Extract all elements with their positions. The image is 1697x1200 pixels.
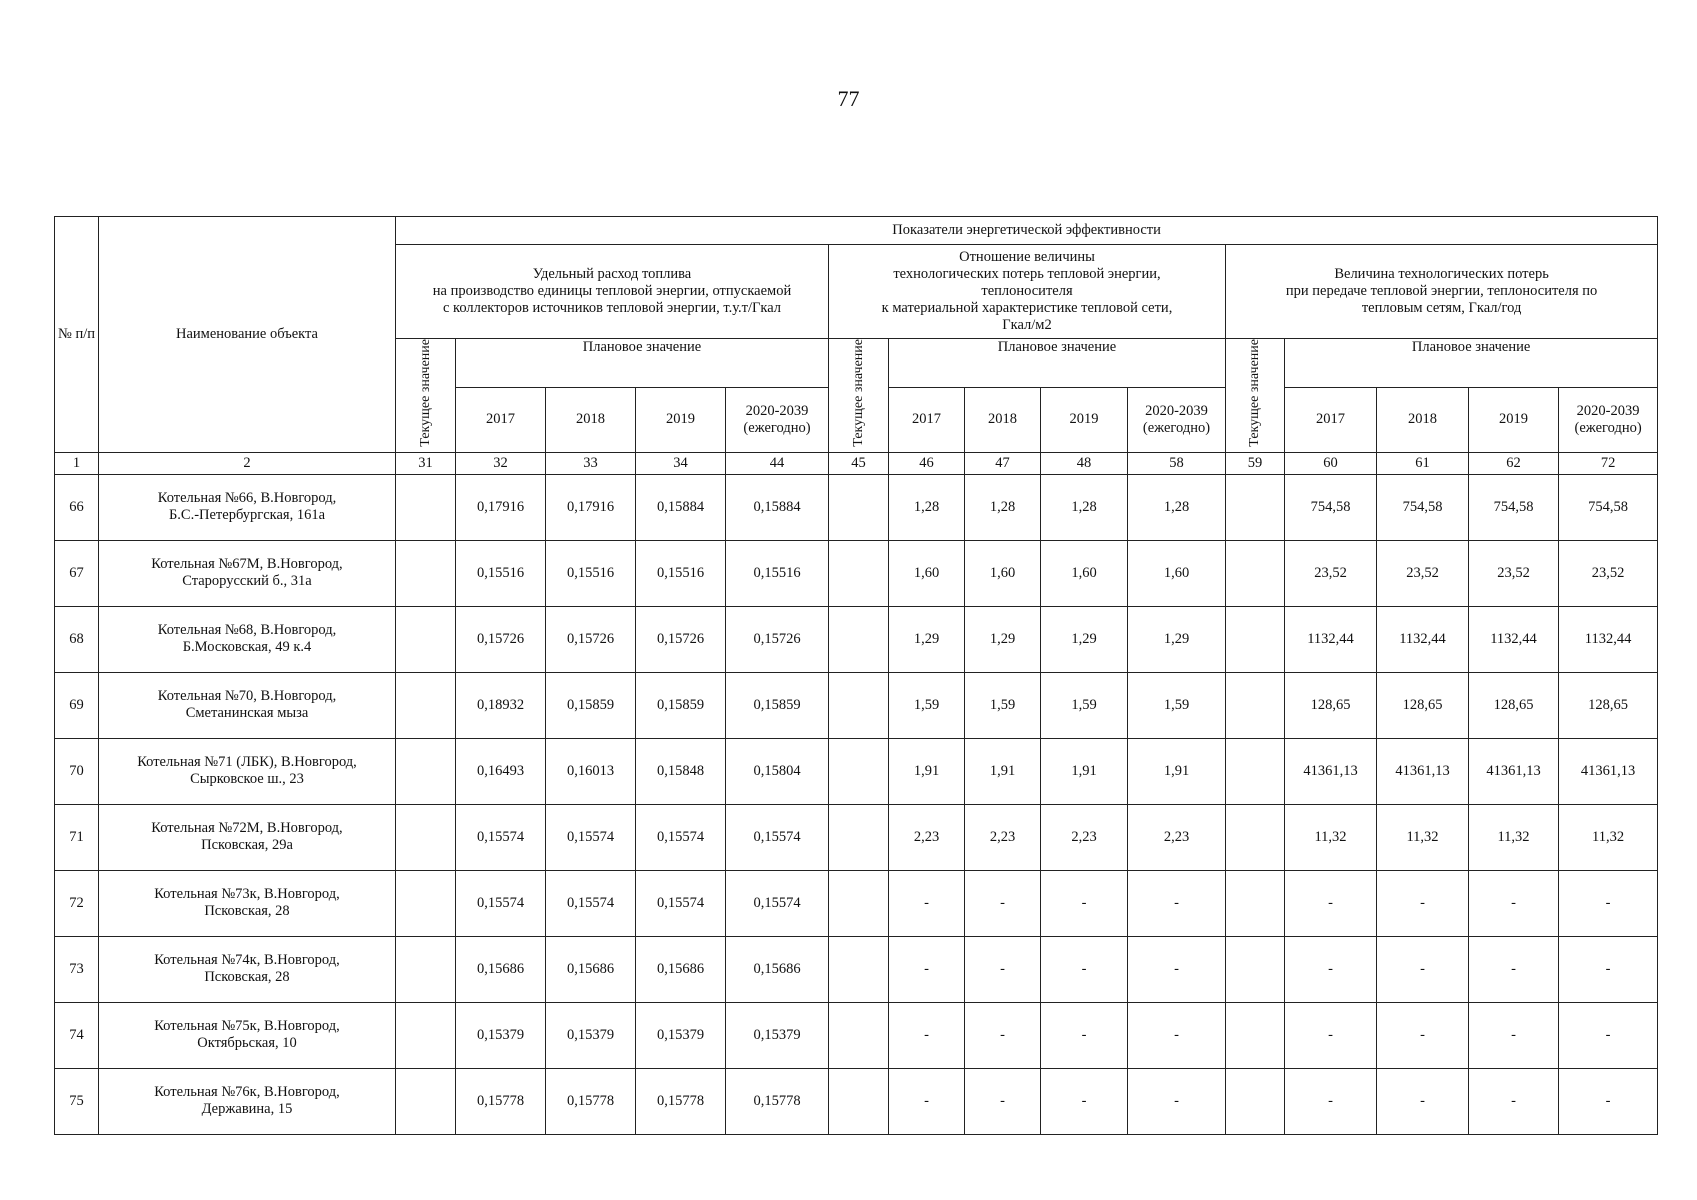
- loss-planned-value: 1132,44: [1559, 606, 1658, 672]
- fuel-planned-value: 0,15516: [456, 540, 546, 606]
- loss-planned-value: 128,65: [1285, 672, 1377, 738]
- loss-planned-value: -: [1559, 870, 1658, 936]
- fuel-planned-value: 0,15778: [456, 1068, 546, 1134]
- ratio-planned-value: -: [1041, 1068, 1128, 1134]
- table-row: [55, 1002, 1658, 1068]
- fuel-planned-value: 0,15884: [636, 474, 726, 540]
- fuel-planned-value: 0,15859: [636, 672, 726, 738]
- object-name-line: Котельная №71 (ЛБК), В.Новгород,: [137, 754, 357, 771]
- object-name-line: Б.С.-Петербургская, 161а: [168, 507, 326, 524]
- row-number: 70: [55, 738, 99, 804]
- ratio-planned-value: 2,23: [889, 804, 965, 870]
- fuel-planned-value: 0,15726: [456, 606, 546, 672]
- ratio-planned-value: -: [1128, 936, 1226, 1002]
- loss-planned-value: -: [1285, 870, 1377, 936]
- row-number: 72: [55, 870, 99, 936]
- loss-planned-value: 23,52: [1377, 540, 1469, 606]
- table-row: [55, 936, 1658, 1002]
- ratio-planned-value: -: [1041, 1002, 1128, 1068]
- fuel-planned-value: 0,15379: [636, 1002, 726, 1068]
- table-row: [55, 672, 1658, 738]
- loss-planned-value: 754,58: [1469, 474, 1559, 540]
- loss-current-value: [1226, 1068, 1285, 1134]
- fuel-planned-value: 0,17916: [456, 474, 546, 540]
- object-name-line: Котельная №75к, В.Новгород,: [154, 1018, 340, 1035]
- loss-year-2018: 2018: [1377, 387, 1469, 452]
- ratio-planned-value: -: [889, 1068, 965, 1134]
- ratio-current-value: [829, 606, 889, 672]
- loss-planned-value: -: [1377, 1002, 1469, 1068]
- loss-planned-value: 41361,13: [1285, 738, 1377, 804]
- object-name: [99, 474, 396, 540]
- loss-current-value: [1226, 474, 1285, 540]
- fuel-year-2020-2039: 2020-2039 (ежегодно): [726, 387, 829, 452]
- loss-planned-value: 128,65: [1559, 672, 1658, 738]
- table-row: [55, 870, 1658, 936]
- loss-planned-value: 23,52: [1285, 540, 1377, 606]
- row-number: 68: [55, 606, 99, 672]
- ratio-year-2017: 2017: [889, 387, 965, 452]
- ratio-planned-value: -: [1041, 936, 1128, 1002]
- fuel-planned-value: 0,15516: [546, 540, 636, 606]
- ratio-current-value: [829, 738, 889, 804]
- ratio-planned-value: 1,91: [965, 738, 1041, 804]
- loss-planned-value: 754,58: [1377, 474, 1469, 540]
- fuel-planned-value: 0,15804: [726, 738, 829, 804]
- fuel-planned-value: 0,15574: [546, 804, 636, 870]
- loss-current-value: [1226, 672, 1285, 738]
- ratio-planned-value: -: [889, 870, 965, 936]
- ratio-planned-value: 2,23: [1041, 804, 1128, 870]
- loss-year-2017: 2017: [1285, 387, 1377, 452]
- loss-year-2020-2039: 2020-2039 (ежегодно): [1559, 387, 1658, 452]
- ratio-current-value: [829, 672, 889, 738]
- loss-current-value: [1226, 804, 1285, 870]
- ratio-planned-value: 1,29: [889, 606, 965, 672]
- fuel-planned-value: 0,15516: [636, 540, 726, 606]
- fuel-planned-value: 0,15379: [546, 1002, 636, 1068]
- fuel-planned-value: 0,15516: [726, 540, 829, 606]
- table-body: [55, 474, 1658, 1134]
- loss-planned-value: 23,52: [1469, 540, 1559, 606]
- fuel-planned-value: 0,17916: [546, 474, 636, 540]
- fuel-planned-value: 0,15574: [546, 870, 636, 936]
- header-name: Наименование объекта: [99, 217, 396, 453]
- object-name-line: Котельная №76к, В.Новгород,: [154, 1084, 340, 1101]
- ratio-current-value: [829, 540, 889, 606]
- fuel-current-value: [396, 606, 456, 672]
- section-ratio-title: Отношение величины технологических потерь тепловой энергии, теплоносителя к материальной характеристике тепловой сети, Гкал/м2: [829, 245, 1226, 339]
- loss-planned-value: 41361,13: [1469, 738, 1559, 804]
- fuel-planned-value: 0,15574: [456, 870, 546, 936]
- fuel-current-value: [396, 474, 456, 540]
- loss-current-value: [1226, 738, 1285, 804]
- fuel-planned-value: 0,15574: [726, 804, 829, 870]
- fuel-current-value: [396, 804, 456, 870]
- table-row: [55, 804, 1658, 870]
- ratio-planned-value: 1,59: [965, 672, 1041, 738]
- section-loss-title: Величина технологических потерь при передаче тепловой энергии, теплоносителя по тепловым сетям, Гкал/год: [1226, 245, 1658, 339]
- object-name-line: Котельная №66, В.Новгород,: [157, 490, 337, 507]
- object-name: [99, 540, 396, 606]
- loss-planned-value: 11,32: [1285, 804, 1377, 870]
- ratio-planned-value: -: [965, 1068, 1041, 1134]
- object-name-line: Сырковское ш., 23: [190, 771, 304, 788]
- fuel-planned-value: 0,15379: [726, 1002, 829, 1068]
- ratio-planned-value: 1,29: [965, 606, 1041, 672]
- fuel-planned-value: 0,15726: [636, 606, 726, 672]
- column-number: 31: [396, 452, 456, 474]
- fuel-year-2018: 2018: [546, 387, 636, 452]
- fuel-planned-value: 0,15686: [456, 936, 546, 1002]
- object-name-line: Державина, 15: [201, 1101, 293, 1118]
- ratio-planned-value: -: [965, 870, 1041, 936]
- object-name-line: Котельная №70, В.Новгород,: [157, 688, 337, 705]
- column-number: 2: [99, 452, 396, 474]
- object-name-line: Котельная №72М, В.Новгород,: [151, 820, 343, 837]
- loss-planned-value: -: [1377, 936, 1469, 1002]
- loss-planned-value: -: [1559, 1002, 1658, 1068]
- column-number: 59: [1226, 452, 1285, 474]
- fuel-current-value: [396, 540, 456, 606]
- fuel-planned-header: Плановое значение: [456, 339, 829, 388]
- fuel-planned-value: 0,15574: [726, 870, 829, 936]
- fuel-current-value: [396, 1002, 456, 1068]
- ratio-year-2020-2039: 2020-2039 (ежегодно): [1128, 387, 1226, 452]
- column-number: 58: [1128, 452, 1226, 474]
- object-name-line: Б.Московская, 49 к.4: [182, 639, 312, 656]
- ratio-planned-value: 1,60: [965, 540, 1041, 606]
- fuel-planned-value: 0,15574: [456, 804, 546, 870]
- object-name-line: Псковская, 28: [204, 903, 290, 920]
- ratio-planned-value: 1,59: [889, 672, 965, 738]
- ratio-planned-value: 2,23: [1128, 804, 1226, 870]
- ratio-planned-value: -: [1128, 1068, 1226, 1134]
- loss-planned-value: 1132,44: [1377, 606, 1469, 672]
- ratio-planned-value: 1,60: [1041, 540, 1128, 606]
- ratio-planned-value: 1,28: [1128, 474, 1226, 540]
- loss-planned-value: -: [1559, 1068, 1658, 1134]
- fuel-planned-value: 0,15379: [456, 1002, 546, 1068]
- fuel-year-2019: 2019: [636, 387, 726, 452]
- loss-planned-value: -: [1469, 1002, 1559, 1068]
- table-row: [55, 606, 1658, 672]
- object-name: [99, 936, 396, 1002]
- fuel-planned-value: 0,15778: [636, 1068, 726, 1134]
- ratio-planned-value: 1,91: [1041, 738, 1128, 804]
- ratio-planned-value: -: [1128, 870, 1226, 936]
- fuel-planned-value: 0,15848: [636, 738, 726, 804]
- ratio-planned-value: 1,59: [1128, 672, 1226, 738]
- ratio-planned-value: 1,28: [889, 474, 965, 540]
- loss-planned-value: 11,32: [1469, 804, 1559, 870]
- column-number: 48: [1041, 452, 1128, 474]
- fuel-planned-value: 0,15574: [636, 804, 726, 870]
- header-num: № п/п: [55, 217, 99, 453]
- loss-planned-value: -: [1469, 936, 1559, 1002]
- ratio-current-value: [829, 936, 889, 1002]
- object-name: [99, 672, 396, 738]
- object-name-line: Котельная №67М, В.Новгород,: [151, 556, 343, 573]
- fuel-planned-value: 0,15778: [726, 1068, 829, 1134]
- ratio-current-value: [829, 1068, 889, 1134]
- ratio-current-header: Текущее значение: [829, 339, 889, 453]
- fuel-planned-value: 0,16493: [456, 738, 546, 804]
- fuel-current-value: [396, 936, 456, 1002]
- ratio-planned-value: 2,23: [965, 804, 1041, 870]
- loss-planned-value: -: [1285, 1002, 1377, 1068]
- loss-planned-header: Плановое значение: [1285, 339, 1658, 388]
- ratio-current-value: [829, 1002, 889, 1068]
- object-name-line: Октябрьская, 10: [197, 1035, 297, 1052]
- energy-efficiency-table: [54, 216, 1658, 1135]
- ratio-planned-value: -: [889, 1002, 965, 1068]
- row-number: 74: [55, 1002, 99, 1068]
- column-number: 1: [55, 452, 99, 474]
- fuel-planned-value: 0,15778: [546, 1068, 636, 1134]
- ratio-current-value: [829, 804, 889, 870]
- loss-planned-value: -: [1285, 936, 1377, 1002]
- column-number: 33: [546, 452, 636, 474]
- fuel-planned-value: 0,15686: [726, 936, 829, 1002]
- ratio-planned-value: 1,60: [1128, 540, 1226, 606]
- fuel-current-value: [396, 672, 456, 738]
- object-name: [99, 804, 396, 870]
- loss-planned-value: 128,65: [1377, 672, 1469, 738]
- fuel-current-value: [396, 870, 456, 936]
- loss-planned-value: 754,58: [1559, 474, 1658, 540]
- object-name: [99, 1002, 396, 1068]
- loss-current-value: [1226, 540, 1285, 606]
- loss-planned-value: -: [1559, 936, 1658, 1002]
- ratio-current-value: [829, 474, 889, 540]
- column-number: 32: [456, 452, 546, 474]
- fuel-planned-value: 0,15726: [726, 606, 829, 672]
- ratio-planned-value: 1,29: [1128, 606, 1226, 672]
- column-number: 45: [829, 452, 889, 474]
- fuel-planned-value: 0,15574: [636, 870, 726, 936]
- row-number: 75: [55, 1068, 99, 1134]
- table-row: [55, 1068, 1658, 1134]
- object-name-line: Котельная №74к, В.Новгород,: [154, 952, 340, 969]
- object-name: [99, 606, 396, 672]
- ratio-current-value: [829, 870, 889, 936]
- column-number: 60: [1285, 452, 1377, 474]
- loss-current-header: Текущее значение: [1226, 339, 1285, 453]
- page-number: 77: [837, 86, 860, 111]
- ratio-planned-value: 1,59: [1041, 672, 1128, 738]
- ratio-planned-value: 1,28: [965, 474, 1041, 540]
- fuel-planned-value: 0,15859: [546, 672, 636, 738]
- loss-planned-value: -: [1377, 1068, 1469, 1134]
- ratio-planned-value: 1,28: [1041, 474, 1128, 540]
- loss-planned-value: 754,58: [1285, 474, 1377, 540]
- ratio-planned-value: -: [1041, 870, 1128, 936]
- object-name-line: Котельная №68, В.Новгород,: [157, 622, 337, 639]
- fuel-year-2017: 2017: [456, 387, 546, 452]
- loss-current-value: [1226, 870, 1285, 936]
- loss-planned-value: 1132,44: [1469, 606, 1559, 672]
- header-group-title: Показатели энергетической эффективности: [396, 217, 1658, 245]
- object-name: [99, 738, 396, 804]
- ratio-planned-header: Плановое значение: [889, 339, 1226, 388]
- loss-planned-value: 41361,13: [1559, 738, 1658, 804]
- column-number: 62: [1469, 452, 1559, 474]
- row-number: 73: [55, 936, 99, 1002]
- loss-planned-value: -: [1285, 1068, 1377, 1134]
- loss-planned-value: 41361,13: [1377, 738, 1469, 804]
- row-number: 69: [55, 672, 99, 738]
- ratio-planned-value: 1,91: [1128, 738, 1226, 804]
- object-name-line: Псковская, 28: [204, 969, 290, 986]
- ratio-planned-value: 1,60: [889, 540, 965, 606]
- loss-planned-value: 11,32: [1377, 804, 1469, 870]
- fuel-current-value: [396, 1068, 456, 1134]
- loss-planned-value: -: [1377, 870, 1469, 936]
- ratio-planned-value: -: [889, 936, 965, 1002]
- object-name-line: Сметанинская мыза: [185, 705, 309, 722]
- object-name: [99, 870, 396, 936]
- section-fuel-title: Удельный расход топлива на производство единицы тепловой энергии, отпускаемой с коллекторов источников тепловой энергии, т.у.т/Гкал: [396, 245, 829, 339]
- loss-planned-value: 11,32: [1559, 804, 1658, 870]
- column-number: 44: [726, 452, 829, 474]
- ratio-year-2019: 2019: [1041, 387, 1128, 452]
- column-number: 72: [1559, 452, 1658, 474]
- object-name-line: Псковская, 29а: [201, 837, 293, 854]
- fuel-planned-value: 0,15884: [726, 474, 829, 540]
- loss-planned-value: 128,65: [1469, 672, 1559, 738]
- table-row: [55, 540, 1658, 606]
- loss-current-value: [1226, 936, 1285, 1002]
- loss-year-2019: 2019: [1469, 387, 1559, 452]
- fuel-planned-value: 0,15686: [636, 936, 726, 1002]
- ratio-year-2018: 2018: [965, 387, 1041, 452]
- fuel-planned-value: 0,16013: [546, 738, 636, 804]
- loss-current-value: [1226, 1002, 1285, 1068]
- ratio-planned-value: 1,29: [1041, 606, 1128, 672]
- loss-planned-value: -: [1469, 1068, 1559, 1134]
- row-number: 67: [55, 540, 99, 606]
- column-number-row: [55, 452, 1658, 474]
- table-row: [55, 738, 1658, 804]
- object-name-line: Старорусский б., 31а: [182, 573, 312, 590]
- ratio-planned-value: -: [965, 1002, 1041, 1068]
- table-row: [55, 474, 1658, 540]
- object-name: [99, 1068, 396, 1134]
- loss-planned-value: -: [1469, 870, 1559, 936]
- fuel-planned-value: 0,18932: [456, 672, 546, 738]
- column-number: 46: [889, 452, 965, 474]
- ratio-planned-value: -: [1128, 1002, 1226, 1068]
- ratio-planned-value: 1,91: [889, 738, 965, 804]
- object-name-line: Котельная №73к, В.Новгород,: [154, 886, 340, 903]
- fuel-planned-value: 0,15859: [726, 672, 829, 738]
- row-number: 66: [55, 474, 99, 540]
- row-number: 71: [55, 804, 99, 870]
- loss-planned-value: 1132,44: [1285, 606, 1377, 672]
- fuel-current-header: Текущее значение: [396, 339, 456, 453]
- fuel-planned-value: 0,15726: [546, 606, 636, 672]
- column-number: 47: [965, 452, 1041, 474]
- fuel-planned-value: 0,15686: [546, 936, 636, 1002]
- loss-current-value: [1226, 606, 1285, 672]
- ratio-planned-value: -: [965, 936, 1041, 1002]
- column-number: 61: [1377, 452, 1469, 474]
- fuel-current-value: [396, 738, 456, 804]
- column-number: 34: [636, 452, 726, 474]
- loss-planned-value: 23,52: [1559, 540, 1658, 606]
